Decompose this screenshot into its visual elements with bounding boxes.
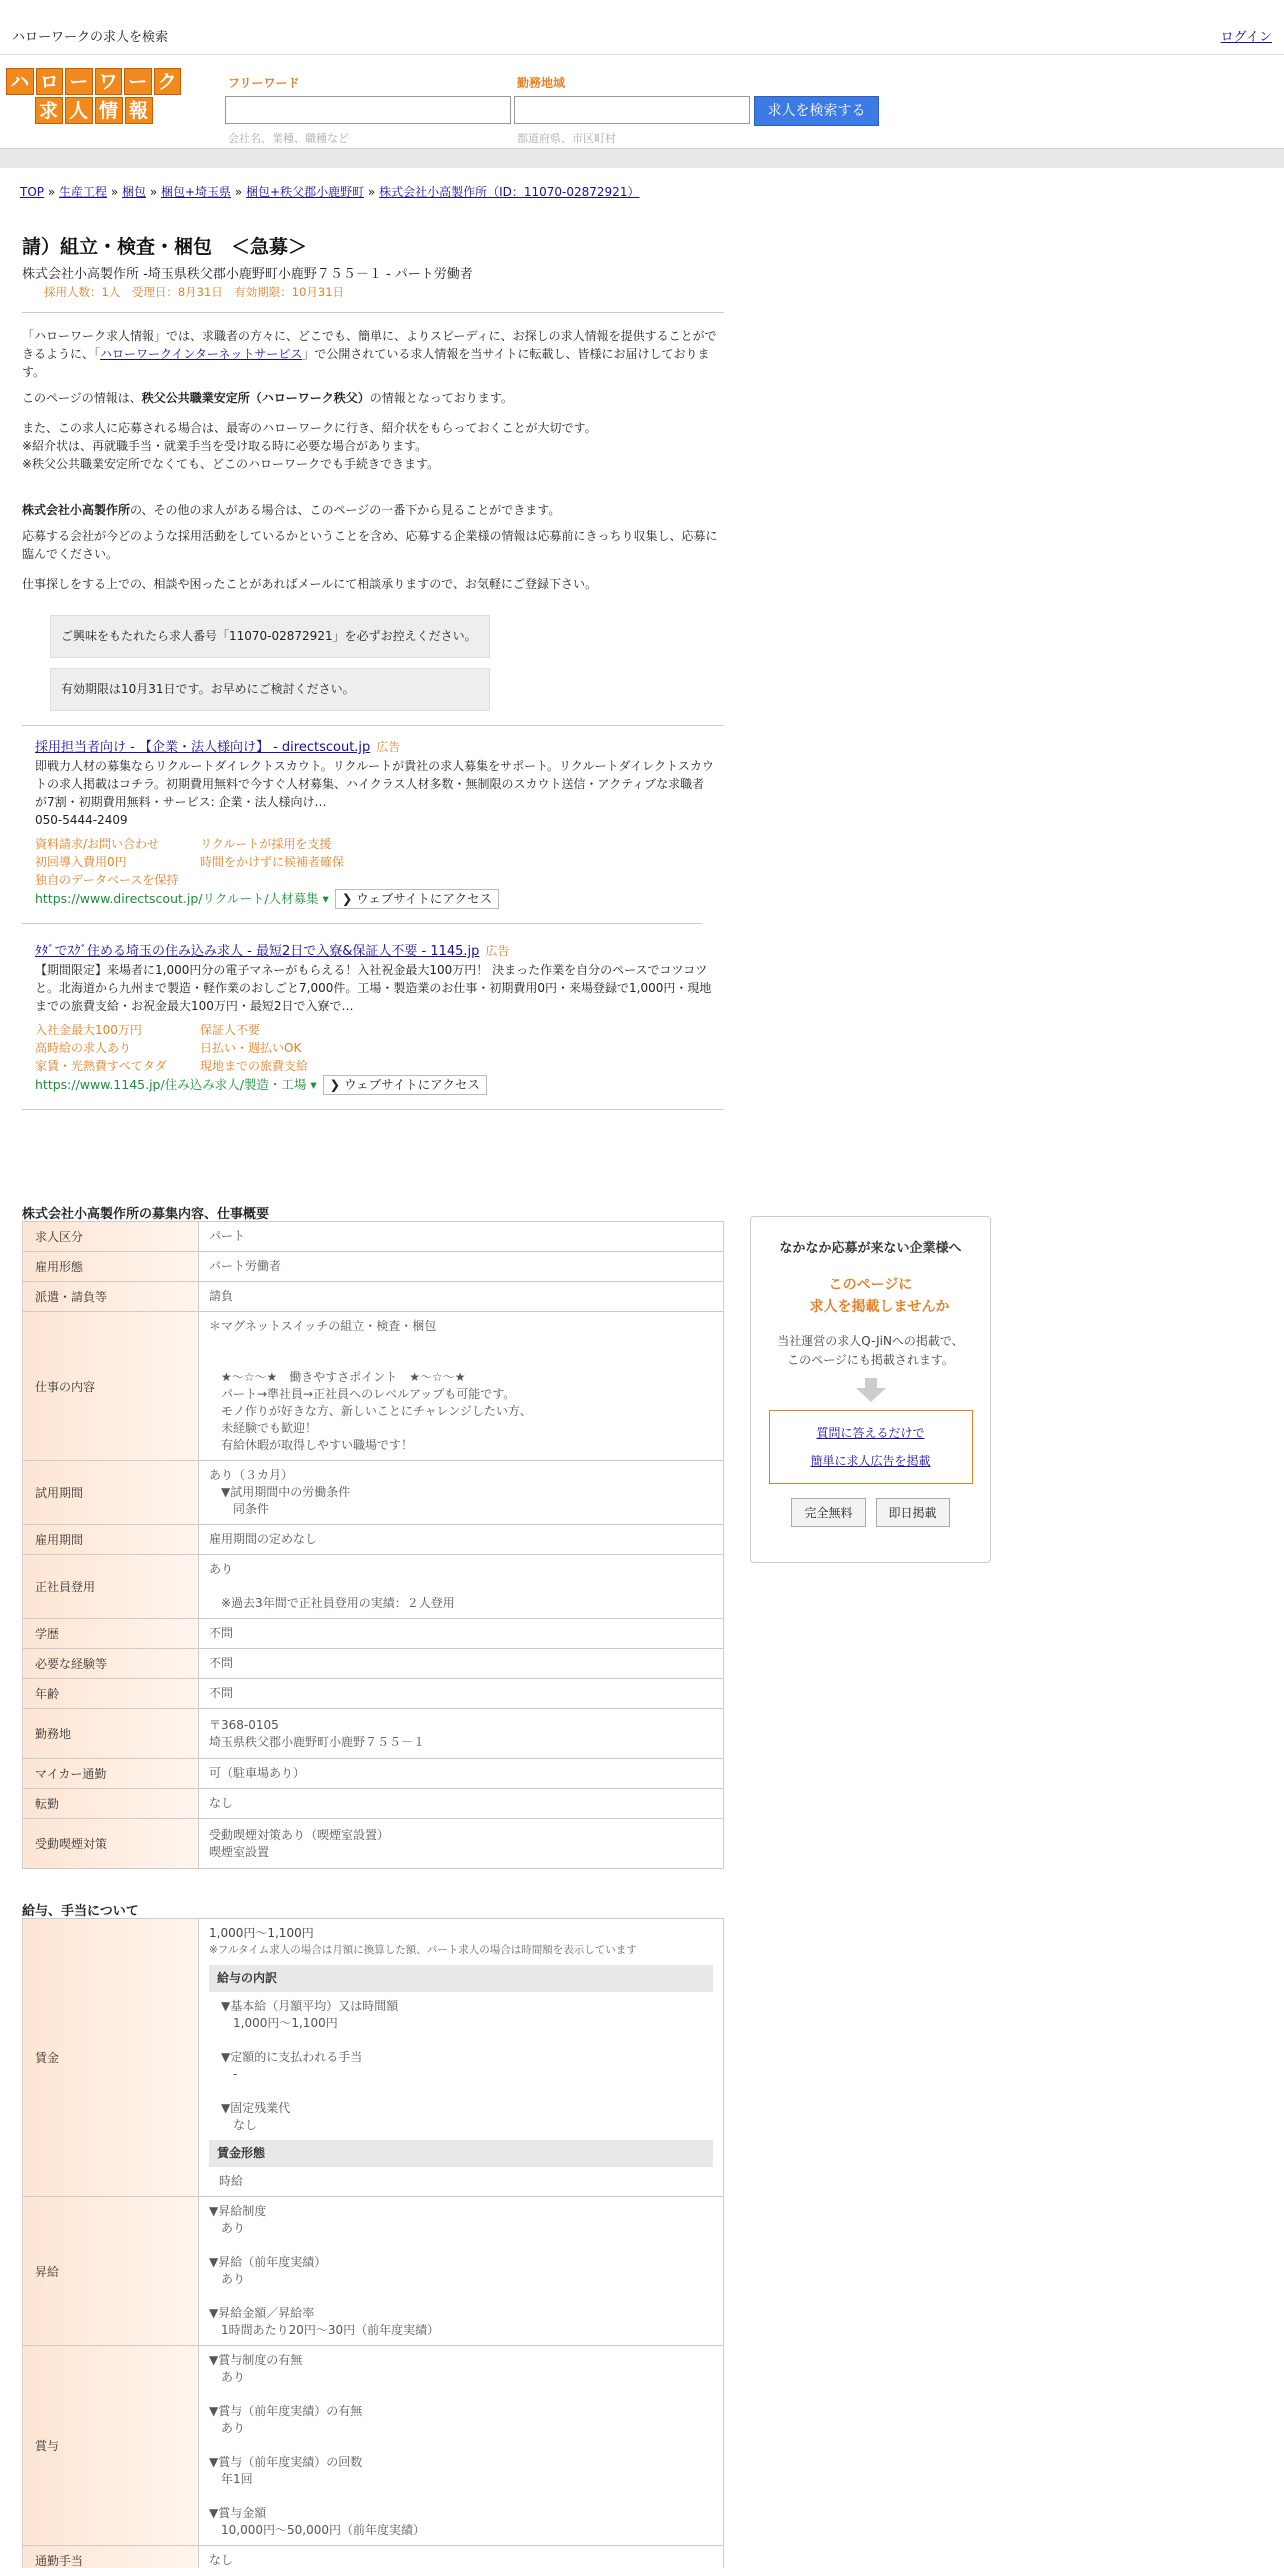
- overview-heading: 株式会社小高製作所の募集内容、仕事概要: [22, 1207, 270, 1222]
- row-value: パート: [199, 1222, 724, 1252]
- row-header: 通勤手当: [23, 2546, 199, 2568]
- area-hint: 都道府県、市区町村: [517, 132, 616, 145]
- ad-sitelink[interactable]: 資料請求/お問い合わせ: [35, 837, 160, 851]
- row-value: あり（３カ月） ▼試用期間中の労働条件 同条件: [199, 1461, 724, 1525]
- row-value: ＊マグネットスイッチの組立・検査・梱包 ★～☆～★ 働きやすさポイント ★～☆～★ パート→準社員→正社員へのレベルアップも可能です。 モノ作りが好きな方、新しいことにチャレンジしたい方、 未経験でも歓迎！ 有給休暇が取得しやすい職場です！: [199, 1312, 724, 1461]
- ad-url[interactable]: https://www.1145.jp/住み込み求人/製造・工場 ▾: [35, 1077, 317, 1092]
- promo-heading: なかなか応募が来ない企業様へ: [779, 1241, 962, 1256]
- table-row: [23, 1222, 724, 1252]
- hellowork-logo[interactable]: [6, 68, 181, 124]
- breadcrumb-item[interactable]: TOP: [20, 185, 45, 199]
- row-header: 勤務地: [23, 1709, 199, 1759]
- apply-note: また、この求人に応募される場合は、最寄のハローワークに行き、紹介状をもらっておくことが大切です。 ※紹介状は、再就職手当・就業手当を受け取る時に必要な場合があります。 ※秩父公共職業安定所でなくても、どこのハローワークでも手続きできます。: [22, 421, 597, 471]
- table-row: [23, 1649, 724, 1679]
- row-value: パート労働者: [199, 1252, 724, 1282]
- research-note: 応募する会社が今どのような採用活動をしているかということを含め、応募する企業様の情報は応募前にきっちり収集し、応募に臨んでください。: [22, 529, 718, 561]
- logo-char: ク: [154, 68, 182, 95]
- row-header: 雇用期間: [23, 1525, 199, 1555]
- ad-url-row: [35, 1075, 715, 1095]
- row-header: 転勤: [23, 1789, 199, 1819]
- table-row: [23, 1919, 724, 2197]
- ad-block: [22, 738, 724, 1110]
- freeword-input[interactable]: [225, 96, 511, 124]
- logo-char: ハ: [6, 68, 34, 95]
- row-header: 必要な経験等: [23, 1649, 199, 1679]
- row-value: なし: [199, 1789, 724, 1819]
- breadcrumb-item[interactable]: 梱包: [122, 185, 147, 199]
- login-link[interactable]: ログイン: [1220, 30, 1272, 45]
- office-paragraph: このページの情報は、秩父公共職業安定所（ハローワーク秩父）の情報となっております。: [22, 391, 513, 405]
- search-button[interactable]: 求人を検索する: [754, 96, 879, 126]
- job-detail: [22, 232, 724, 1110]
- ad-title-link[interactable]: 採用担当者向け - 【企業・法人様向け】 - directscout.jp: [35, 740, 371, 755]
- row-header: 仕事の内容: [23, 1312, 199, 1461]
- ad-sitelink[interactable]: 初回導入費用0円: [35, 855, 127, 869]
- divider: [22, 725, 724, 726]
- ad-sitelinks: [35, 1021, 365, 1075]
- row-value: あり ※過去3年間で正社員登用の実績：２人登用: [199, 1555, 724, 1619]
- consult-note: 仕事探しをする上での、相談や困ったことがあればメールにて相談承りますので、お気軽にご登録下さい。: [22, 577, 598, 591]
- ad-title-row: [35, 738, 715, 757]
- same-day-button[interactable]: 即日掲載: [876, 1498, 950, 1527]
- ad-label: 広告: [485, 944, 510, 958]
- ad-sitelink[interactable]: 高時給の求人あり: [35, 1041, 132, 1055]
- area-input[interactable]: [514, 96, 750, 124]
- free-button[interactable]: 完全無料: [791, 1498, 865, 1527]
- breadcrumb-item[interactable]: 梱包+秩父郡小鹿野町: [246, 185, 365, 199]
- breadcrumb-separator: »: [364, 185, 380, 199]
- ad-description: 即戦力人材の募集ならリクルートダイレクトスカウト。リクルートが貴社の求人募集をサポート。リクルートダイレクトスカウトの求人掲載はコチラ。初期費用無料で今すぐ人材募集、ハイクラス人材多数・無制限のスカウト送信・アクティブな求職者が7割・初期費用無料・サービス: 企業・法人様向け…: [35, 759, 714, 809]
- table-row: [23, 1709, 724, 1759]
- table-row: [23, 1252, 724, 1282]
- ad-sitelink[interactable]: 入社金最大100万円: [35, 1023, 142, 1037]
- ad-url[interactable]: https://www.directscout.jp/リクルート/人材募集 ▾: [35, 891, 329, 906]
- header-divider: [0, 148, 1284, 168]
- breakdown-title: 給与の内訳: [209, 1965, 713, 1992]
- row-header: 年齢: [23, 1679, 199, 1709]
- row-value: 不問: [199, 1679, 724, 1709]
- row-value: 〒368-0105 埼玉県秩父郡小鹿野町小鹿野７５５－１: [199, 1709, 724, 1759]
- row-header: 雇用形態: [23, 1252, 199, 1282]
- table-row: [23, 1555, 724, 1619]
- table-row: [23, 1759, 724, 1789]
- table-row: [23, 1679, 724, 1709]
- row-header: 賞与: [23, 2346, 199, 2546]
- ad-sitelink[interactable]: 家賃・光熱費すべてタダ: [35, 1059, 167, 1073]
- breadcrumb-item[interactable]: 生産工程: [59, 185, 108, 199]
- breadcrumb-item[interactable]: 株式会社小高製作所（ID：11070-02872921）: [379, 185, 640, 199]
- logo-char: ー: [65, 68, 93, 95]
- row-header: 派遣・請負等: [23, 1282, 199, 1312]
- wage-cell: 1,000円〜1,100円 ※フルタイム求人の場合は月額に換算した額、パート求人の場合は時間額を表示しています 給与の内訳 ▼基本給（月額平均）又は時間額 1,000円〜1,100円 ▼定額的に支払われる手当 - ▼固定残業代 なし 賃金形態 時給: [199, 1919, 724, 2197]
- ad-title-link[interactable]: ﾀﾀﾞでｽｸﾞ住める埼玉の住み込み求人 - 最短2日で入寮&保証人不要 - 1145.jp: [35, 944, 480, 959]
- ad-description: 【期間限定】来場者に1,000円分の電子マネーがもらえる！入社祝金最大100万円！ 決まった作業を自分のペースでコツコツと。北海道から九州まで製造・軽作業のおしごと7,000件。工場・製造業のお仕事・初期費用0円・来場登録で1,000円・現地までの旅費支給・お祝金最大100万円・最短2日で入寮で…: [35, 963, 712, 1013]
- table-row: [23, 1461, 724, 1525]
- top-bar: [0, 0, 1284, 55]
- logo-char: 人: [65, 97, 93, 124]
- promo-text: 当社運営の求人Q-JiNへの掲載で、 このページにも掲載されます。: [777, 1334, 964, 1367]
- visit-site-button[interactable]: ❯ ウェブサイトにアクセス: [323, 1075, 487, 1095]
- job-meta: 採用人数：1人 受理日：8月31日 有効期限：10月31日: [44, 285, 345, 299]
- bonus-cell: ▼賞与制度の有無 あり ▼賞与（前年度実績）の有無 あり ▼賞与（前年度実績）の回数 年1回 ▼賞与金額 10,000円〜50,000円（前年度実績）: [199, 2346, 724, 2546]
- freeword-hint: 会社名、業種、職種など: [228, 132, 349, 145]
- job-number-note: ご興味をもたれたら求人番号「11070-02872921」を必ずお控えください。: [50, 615, 490, 658]
- table-row: [23, 1312, 724, 1461]
- row-header: 受動喫煙対策: [23, 1819, 199, 1869]
- row-header: 学歴: [23, 1619, 199, 1649]
- logo-char: ー: [124, 68, 152, 95]
- row-header: マイカー通勤: [23, 1759, 199, 1789]
- divider: [22, 1109, 724, 1110]
- table-row: [23, 1789, 724, 1819]
- row-header: 昇給: [23, 2197, 199, 2346]
- row-header: 賃金: [23, 1919, 199, 2197]
- ad-label: 広告: [376, 740, 401, 754]
- commute-cell: なし: [199, 2546, 724, 2568]
- row-value: 可（駐車場あり）: [199, 1759, 724, 1789]
- table-row: [23, 1619, 724, 1649]
- table-row: [23, 2546, 724, 2568]
- logo-char: 報: [125, 97, 153, 124]
- deadline-note: 有効期限は10月31日です。お早めにご検討ください。: [50, 668, 490, 711]
- breadcrumb-separator: »: [107, 185, 122, 199]
- arrow-down-icon: [856, 1378, 886, 1402]
- breadcrumb-separator: »: [44, 185, 59, 199]
- row-header: 正社員登用: [23, 1555, 199, 1619]
- ad-sitelink[interactable]: 現地までの旅費支給: [200, 1059, 309, 1073]
- table-row: [23, 1282, 724, 1312]
- intro-paragraph: 「ハローワーク求人情報」では、求職者の方々に、どこでも、簡単に、よりスピーディに、お探しの求人情報を提供することができるように、「ハローワークインターネットサービス」で公開されている求人情報を当サイトに転載し、皆様にお届けしております。: [22, 329, 717, 379]
- row-value: 雇用期間の定めなし: [199, 1525, 724, 1555]
- row-value: 不問: [199, 1649, 724, 1679]
- table-row: [23, 1819, 724, 1869]
- promo-catch: このページに 求人を掲載しませんか: [809, 1277, 950, 1315]
- salary-table: [22, 1918, 724, 2568]
- row-value: 受動喫煙対策あり（喫煙室設置） 喫煙室設置: [199, 1819, 724, 1869]
- ad-sitelink[interactable]: 日払い・週払いOK: [200, 1041, 302, 1055]
- freeword-label: フリーワード: [228, 76, 300, 90]
- other-jobs-note: 株式会社小高製作所の、その他の求人がある場合は、このページの一番下から見ることができます。: [22, 503, 561, 517]
- breakdown-list: ▼基本給（月額平均）又は時間額 1,000円〜1,100円 ▼定額的に支払われる手当 - ▼固定残業代 なし: [209, 1999, 399, 2132]
- promo-link-post[interactable]: 簡単に求人広告を掲載: [810, 1454, 931, 1468]
- ad-sitelink[interactable]: リクルートが採用を支援: [200, 837, 332, 851]
- breadcrumb-separator: »: [146, 185, 161, 199]
- logo-char: ワ: [95, 68, 123, 95]
- logo-char: 求: [35, 97, 63, 124]
- divider: [22, 923, 702, 924]
- ad-sitelink[interactable]: 独自のデータベースを保持: [35, 873, 179, 887]
- table-row: [23, 2197, 724, 2346]
- promo-links: [769, 1410, 973, 1484]
- logo-char: 情: [95, 97, 123, 124]
- table-row: [23, 1525, 724, 1555]
- advertise-promo: [750, 1216, 991, 1563]
- ad-item: [35, 942, 715, 1095]
- hellowork-internet-link[interactable]: ハローワークインターネットサービス: [100, 347, 303, 361]
- visit-site-button[interactable]: ❯ ウェブサイトにアクセス: [335, 889, 499, 909]
- raise-cell: ▼昇給制度 あり ▼昇給（前年度実績） あり ▼昇給金額／昇給率 1時間あたり20円〜30円（前年度実績）: [199, 2197, 724, 2346]
- site-title[interactable]: ハローワークの求人を検索: [12, 30, 169, 45]
- breadcrumb: [20, 183, 639, 200]
- breadcrumb-item[interactable]: 梱包+埼玉県: [161, 185, 232, 199]
- job-subtitle: 株式会社小高製作所 -埼玉県秩父郡小鹿野町小鹿野７５５－１ - パート労働者: [22, 267, 473, 282]
- row-value: 不問: [199, 1619, 724, 1649]
- divider: [22, 312, 724, 313]
- ad-sitelink[interactable]: 保証人不要: [200, 1023, 261, 1037]
- salary-heading: 給与、手当について: [22, 1904, 139, 1919]
- row-value: 請負: [199, 1282, 724, 1312]
- area-label: 勤務地域: [517, 76, 566, 90]
- form-title: 賃金形態: [209, 2140, 713, 2167]
- row-header: 試用期間: [23, 1461, 199, 1525]
- ad-phone[interactable]: 050-5444-2409: [35, 813, 128, 827]
- ad-url-row: [35, 889, 715, 909]
- job-title: 請）組立・検査・梱包 ＜急募＞: [22, 236, 308, 258]
- table-row: [23, 2346, 724, 2546]
- promo-link-question[interactable]: 質問に答えるだけで: [816, 1426, 925, 1440]
- breadcrumb-separator: »: [231, 185, 247, 199]
- ad-sitelinks: [35, 835, 365, 889]
- overview-table: [22, 1221, 724, 1869]
- ad-item: [35, 738, 715, 909]
- logo-char: ロ: [36, 68, 64, 95]
- ad-title-row: [35, 942, 715, 961]
- row-header: 求人区分: [23, 1222, 199, 1252]
- ad-sitelink[interactable]: 時間をかけずに候補者確保: [200, 855, 345, 869]
